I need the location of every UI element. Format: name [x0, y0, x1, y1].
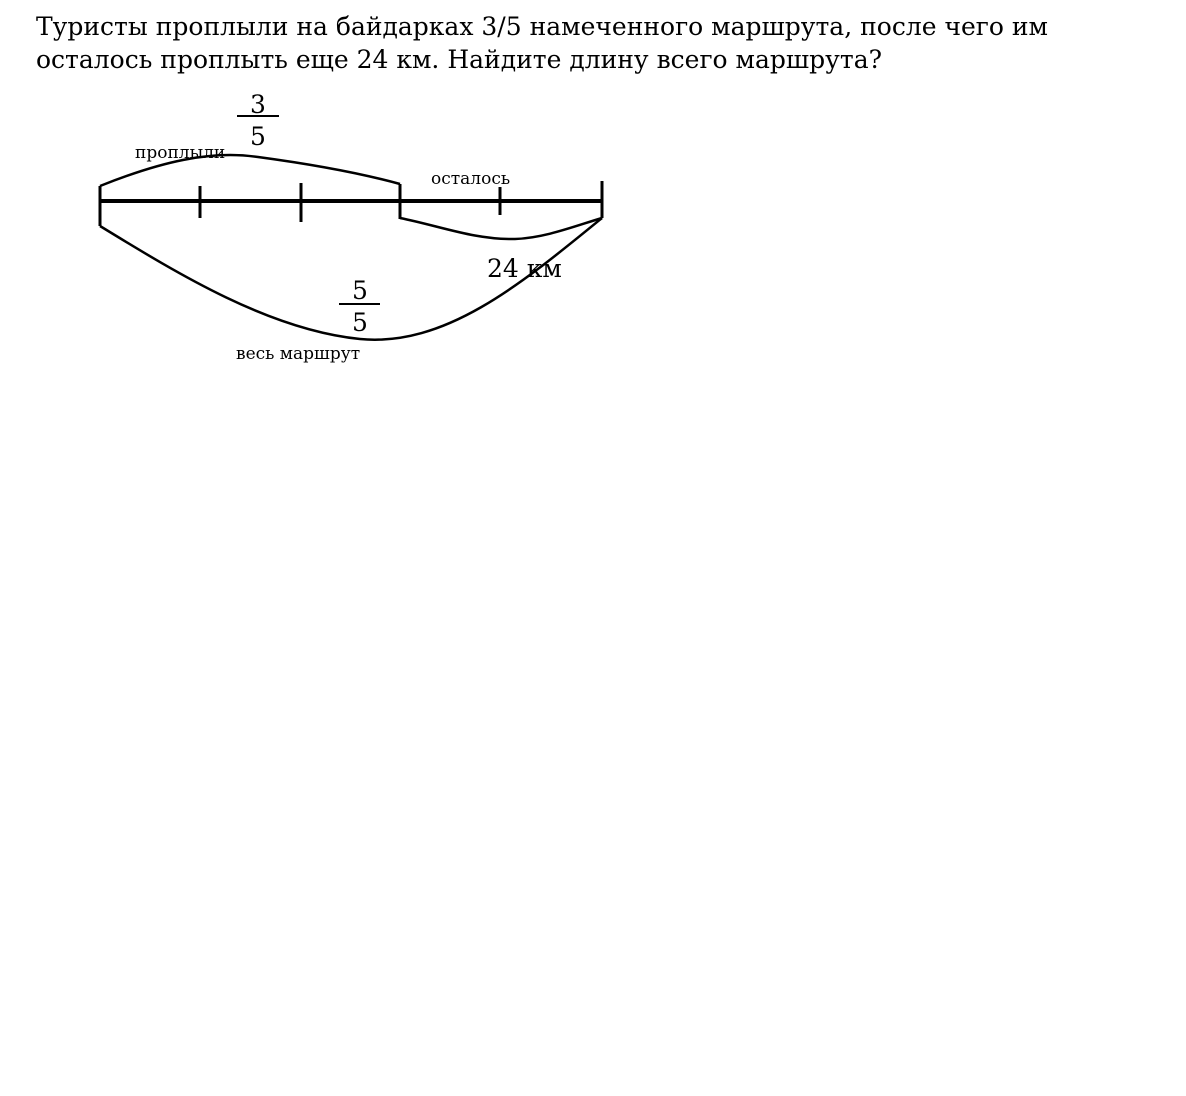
problem-line-2: осталось проплыть еще 24 км. Найдите длину всего маршрута? — [36, 45, 882, 74]
bottom-fraction-denominator: 5 — [352, 308, 368, 337]
label-swam: проплыли — [135, 143, 226, 163]
label-remaining: осталось — [431, 169, 511, 189]
bottom-fraction-numerator: 5 — [352, 276, 368, 305]
whole-route-brace — [100, 218, 602, 340]
label-whole-route: весь маршрут — [236, 344, 361, 364]
top-fraction-denominator: 5 — [250, 122, 266, 151]
remaining-brace — [400, 218, 602, 239]
label-distance: 24 км — [487, 254, 562, 283]
problem-line-1: Туристы проплыли на байдарках 3/5 намеченного маршрута, после чего им — [36, 12, 1048, 41]
top-fraction-numerator: 3 — [250, 90, 266, 119]
